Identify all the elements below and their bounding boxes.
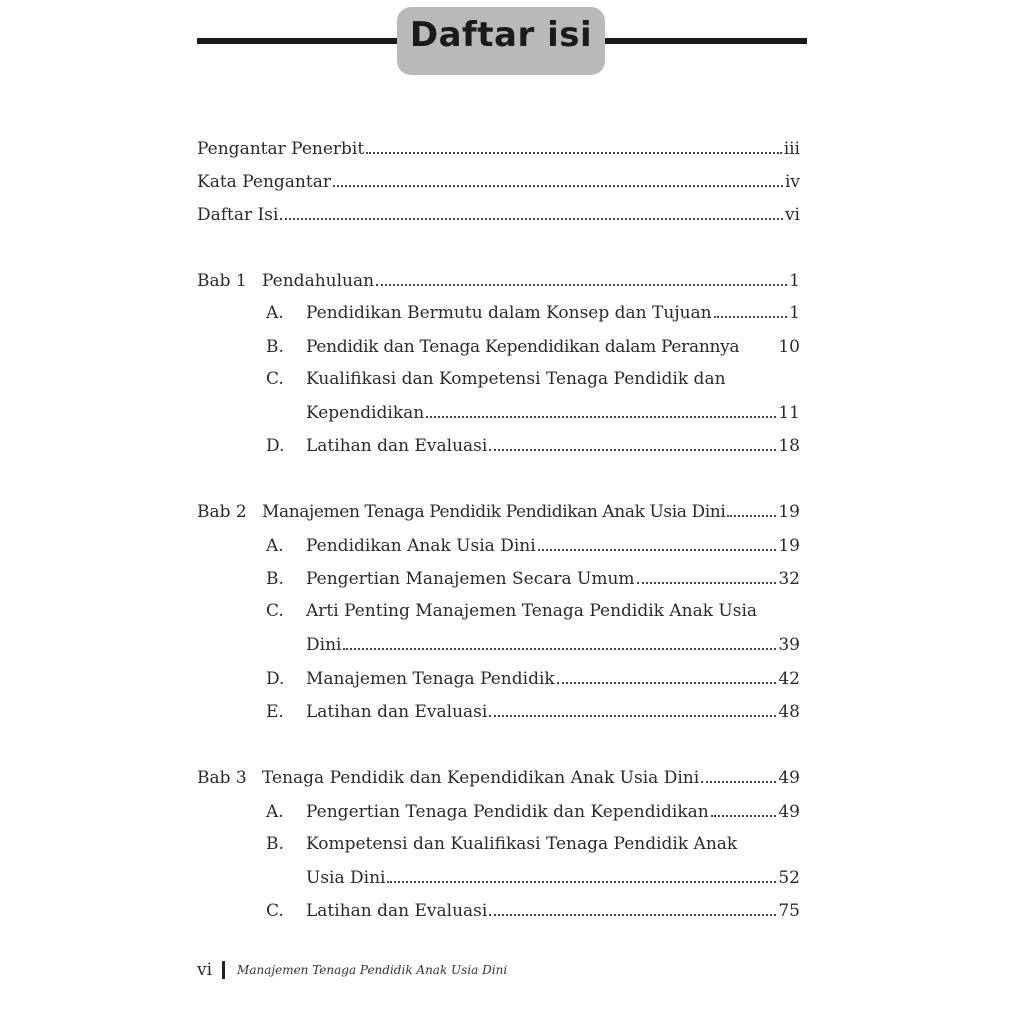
section-page: 75 [778,901,800,921]
section-text: Manajemen Tenaga Pendidik [306,669,555,689]
footer-page-number: vi [197,960,213,980]
toc-section-3b[interactable] [306,863,800,889]
toc-chapter-2[interactable] [197,497,800,523]
dot-leader [376,284,787,286]
chapter-page: 1 [789,271,800,291]
section-page: 10 [778,337,800,357]
section-text: Pengertian Tenaga Pendidik dan Kependidikan [306,802,709,822]
section-letter: B. [266,337,284,357]
footer-divider [222,961,225,979]
toc-entry-page: vi [784,205,800,225]
toc-section-2d[interactable] [266,664,800,690]
section-text: Usia Dini [306,868,386,888]
chapter-label: Bab 2 [197,502,247,522]
dot-leader [557,682,777,684]
section-page: 48 [778,702,800,722]
section-text: Pendidik dan Tenaga Kependidikan dalam Perannya [306,337,740,357]
chapter-title: Pendahuluan [262,271,375,291]
dot-leader [333,185,783,187]
section-page: 19 [778,536,800,556]
toc-section-2a[interactable] [266,531,800,557]
toc-section-3b-line1[interactable] [266,833,737,855]
section-letter: C. [266,901,284,921]
dot-leader [489,715,776,717]
toc-chapter-3[interactable] [197,763,800,789]
chapter-title: Manajemen Tenaga Pendidik Pendidikan Anak Usia Dini [262,502,726,522]
section-page: 18 [778,436,800,456]
section-page: 1 [789,303,800,323]
dot-leader [426,416,776,418]
dot-leader [280,218,783,220]
dot-leader [366,152,782,154]
section-letter: B. [266,569,284,589]
toc-section-3c[interactable] [266,896,800,922]
dot-leader [711,815,777,817]
toc-entry-daftar-isi[interactable] [197,200,800,226]
toc-section-3a[interactable] [266,797,800,823]
toc-entry-kata-pengantar[interactable] [197,167,800,193]
chapter-label: Bab 1 [197,271,247,291]
toc-entry-text: Pengantar Penerbit [197,139,365,159]
section-letter: B. [266,834,284,854]
section-page: 49 [778,802,800,822]
section-letter: D. [266,669,285,689]
section-letter: C. [266,601,284,621]
dot-leader [637,582,777,584]
section-letter: C. [266,369,284,389]
section-text: Latihan dan Evaluasi [306,702,488,722]
toc-section-1b[interactable] [266,332,800,358]
section-page: 11 [778,403,800,423]
dot-leader [489,449,776,451]
section-page: 39 [778,635,800,655]
section-text-line1: Kualifikasi dan Kompetensi Tenaga Pendidik dan [306,369,726,389]
dot-leader [727,515,776,517]
chapter-label: Bab 3 [197,768,247,788]
dot-leader [387,881,776,883]
chapter-page: 49 [778,768,800,788]
page-title: Daftar isi [409,15,593,55]
section-page: 32 [778,569,800,589]
page-footer [197,960,507,980]
section-letter: D. [266,436,285,456]
toc-entry-page: iv [784,172,800,192]
toc-entry-pengantar-penerbit[interactable] [197,134,800,160]
dot-leader [701,781,776,783]
toc-entry-text: Kata Pengantar [197,172,331,192]
toc-section-1d[interactable] [266,431,800,457]
dot-leader [343,648,776,650]
footer-book-title: Manajemen Tenaga Pendidik Anak Usia Dini [237,963,508,977]
dot-leader [714,316,788,318]
section-page: 52 [778,868,800,888]
toc-section-2e[interactable] [266,697,800,723]
section-text: Pendidikan Anak Usia Dini [306,536,536,556]
section-letter: A. [266,536,284,556]
section-letter: A. [266,802,284,822]
section-text: Latihan dan Evaluasi [306,436,488,456]
toc-chapter-1[interactable] [197,266,800,292]
section-text-line1: Arti Penting Manajemen Tenaga Pendidik Anak Usia [306,601,758,621]
toc-section-1c-line1[interactable] [266,368,726,390]
section-text-line1: Kompetensi dan Kualifikasi Tenaga Pendidik Anak [306,834,738,854]
toc-section-2b[interactable] [266,564,800,590]
chapter-title: Tenaga Pendidik dan Kependidikan Anak Usia Dini [262,768,700,788]
toc-entry-page: iii [783,139,800,159]
dot-leader [489,914,776,916]
section-text: Latihan dan Evaluasi [306,901,488,921]
section-page: 42 [778,669,800,689]
toc-section-1c[interactable] [306,398,800,424]
section-text: Kependidikan [306,403,425,423]
chapter-page: 19 [778,502,800,522]
section-text: Dini [306,635,342,655]
section-letter: A. [266,303,284,323]
dot-leader [538,549,777,551]
toc-entry-text: Daftar Isi [197,205,279,225]
section-letter: E. [266,702,284,722]
toc-section-2c-line1[interactable] [266,600,757,622]
toc-section-2c[interactable] [306,630,800,656]
section-text: Pengertian Manajemen Secara Umum [306,569,635,589]
section-text: Pendidikan Bermutu dalam Konsep dan Tujuan [306,303,712,323]
toc-section-1a[interactable] [266,298,800,324]
